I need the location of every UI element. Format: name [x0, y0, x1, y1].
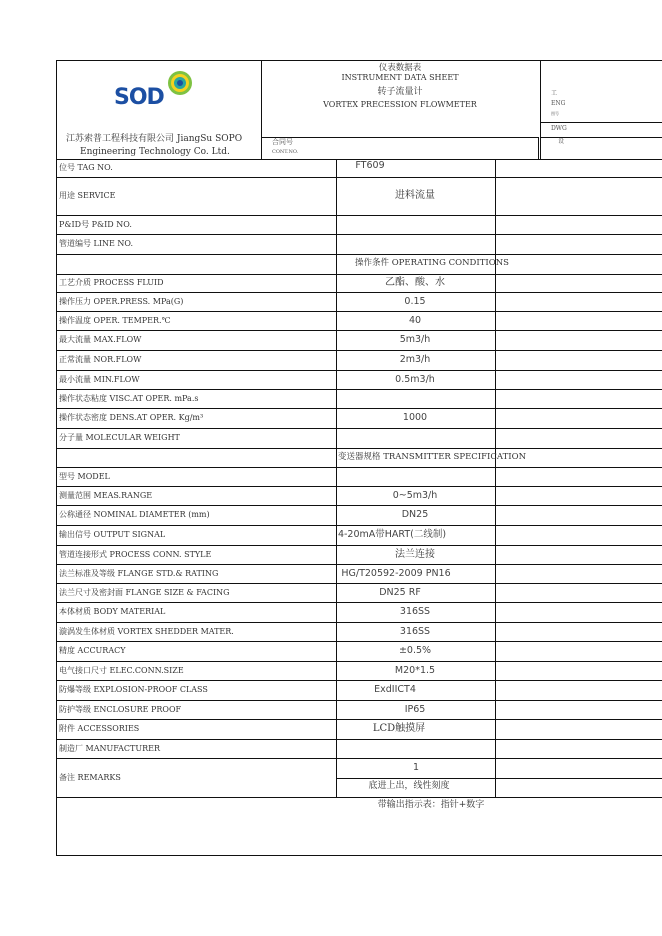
grid-line — [538, 137, 539, 159]
grid-line — [56, 719, 662, 720]
grid-line — [56, 758, 662, 759]
row-value: FT609 — [355, 160, 385, 171]
grid-line — [56, 408, 662, 409]
grid-line — [56, 311, 662, 312]
row-value: 乙酯、酸、水 — [385, 277, 445, 288]
remarks-line-1: 1 — [412, 762, 420, 773]
grid-line — [261, 60, 262, 159]
row-value: 40 — [408, 314, 422, 326]
section-header: 变送器规格 TRANSMITTER SPECIFICATION — [337, 451, 527, 462]
grid-line — [336, 778, 662, 779]
grid-line — [56, 564, 662, 565]
instrument-cn: 转子流量计 — [377, 87, 423, 97]
grid-line — [56, 661, 662, 662]
row-value: 316SS — [399, 625, 431, 637]
row-value: 法兰连接 — [395, 548, 435, 560]
grid-line — [56, 545, 662, 546]
row-value: 0.15 — [404, 295, 426, 307]
section-header: 操作条件 OPERATING CONDITIONS — [355, 258, 509, 268]
grid-line — [336, 159, 337, 797]
row-value: 5m3/h — [399, 334, 431, 345]
row-value: M20*1.5 — [394, 664, 436, 676]
grid-line — [56, 350, 662, 351]
remarks-line-2: 底进上出，线性刻度 — [368, 781, 450, 791]
row-label: 防爆等级 EXPLOSION-PROOF CLASS — [59, 685, 208, 694]
grid-line — [56, 254, 662, 255]
right-header-3: 图号 — [551, 111, 559, 116]
row-label: 最大流量 MAX.FLOW — [59, 335, 142, 344]
row-value: 4-20mA带HART(二线制) — [337, 529, 447, 540]
row-label: 测量范围 MEAS.RANGE — [59, 490, 153, 500]
row-label: 正常流量 NOR.FLOW — [59, 355, 142, 364]
instrument-en: VORTEX PRECESSION FLOWMETER — [323, 100, 477, 109]
grid-line — [56, 486, 662, 487]
contract-label-en: CONT.NO. — [272, 149, 299, 155]
row-label: 本体材质 BODY MATERIAL — [59, 607, 166, 616]
row-value: DN25 RF — [379, 586, 421, 598]
grid-line — [540, 60, 541, 159]
row-label: 位号 TAG NO. — [59, 163, 113, 172]
grid-line — [56, 274, 662, 275]
row-value: ±0.5% — [398, 645, 432, 656]
grid-line — [56, 583, 662, 584]
grid-line — [56, 622, 662, 623]
row-label: 操作状态粘度 VISC.AT OPER. mPa.s — [59, 393, 199, 403]
remarks-line-3: 带输出指示表：指针+数字 — [377, 800, 485, 810]
right-header-2: ENG — [551, 100, 566, 107]
grid-line — [56, 797, 662, 798]
remarks-label: 备注 REMARKS — [59, 773, 121, 782]
title-en: INSTRUMENT DATA SHEET — [341, 73, 459, 82]
grid-line — [261, 137, 538, 138]
row-label: 防护等级 ENCLOSURE PROOF — [59, 704, 182, 714]
row-value: 1000 — [402, 412, 428, 423]
row-label: P&ID号 P&ID NO. — [59, 219, 132, 229]
row-label: 操作压力 OPER.PRESS. MPa(G) — [59, 296, 184, 306]
row-label: 最小流量 MIN.FLOW — [59, 374, 140, 384]
company-logo — [114, 68, 204, 110]
row-label: 管道连接形式 PROCESS CONN. STYLE — [59, 549, 212, 559]
row-label: 管道编号 LINE NO. — [59, 239, 134, 248]
row-label: 操作温度 OPER. TEMPER.℃ — [59, 315, 171, 325]
grid-line — [56, 641, 662, 642]
row-label: 法兰标准及等级 FLANGE STD.& RATING — [59, 568, 219, 578]
row-label: 电气接口尺寸 ELEC.CONN.SIZE — [59, 665, 184, 675]
grid-line — [56, 448, 662, 449]
row-value: 0~5m3/h — [392, 489, 438, 501]
grid-line — [56, 602, 662, 603]
grid-line — [56, 389, 662, 390]
company-name: 江苏索普工程科技有限公司 JiangSu SOPO — [66, 134, 243, 144]
company-name-en: Engineering Technology Co. Ltd. — [80, 147, 230, 157]
grid-line — [495, 159, 496, 797]
right-header-4: DWG — [551, 125, 567, 132]
grid-line — [56, 680, 662, 681]
row-value: 2m3/h — [399, 354, 431, 365]
row-value: 进料流量 — [395, 190, 435, 201]
row-label: 制造厂 MANUFACTURER — [59, 743, 160, 753]
grid-line — [56, 525, 662, 526]
grid-line — [56, 467, 662, 468]
row-label: 精度 ACCURACY — [59, 646, 126, 655]
row-label: 分子量 MOLECULAR WEIGHT — [59, 433, 180, 442]
contract-label: 合同号 — [272, 138, 293, 146]
row-value: 316SS — [399, 606, 431, 617]
row-value: ExdIICT4 — [374, 684, 416, 695]
grid-line — [56, 739, 662, 740]
grid-line — [56, 505, 662, 506]
grid-line — [56, 370, 662, 371]
title-cn: 仪表数据表 — [378, 63, 422, 73]
row-value: 0.5m3/h — [395, 373, 435, 385]
grid-line — [56, 330, 662, 331]
row-value: DN25 — [401, 509, 429, 520]
grid-line — [56, 177, 662, 178]
right-header-1: 工 — [551, 90, 558, 97]
row-label: 法兰尺寸及密封面 FLANGE SIZE & FACING — [59, 587, 230, 597]
row-value: LCD触摸屏 — [372, 723, 426, 734]
row-value: HG/T20592-2009 PN16 — [341, 567, 451, 579]
row-label: 型号 MODEL — [59, 471, 110, 481]
grid-line — [56, 234, 662, 235]
grid-line — [56, 700, 662, 701]
row-label: 操作状态密度 DENS.AT OPER. Kg/m³ — [59, 413, 204, 422]
row-label: 公称通径 NOMINAL DIAMETER (mm) — [59, 510, 210, 519]
svg-text:SOD: SOD — [114, 85, 164, 110]
row-label: 附件 ACCESSORIES — [59, 724, 140, 733]
grid-line — [56, 215, 662, 216]
row-label: 漩涡发生体材质 VORTEX SHEDDER MATER. — [59, 626, 234, 636]
right-header-5: 设 — [558, 138, 565, 145]
grid-line — [540, 122, 662, 123]
row-label: 用途 SERVICE — [59, 191, 116, 200]
row-label: 工艺介质 PROCESS FLUID — [59, 278, 164, 287]
grid-line — [56, 292, 662, 293]
grid-line — [56, 428, 662, 429]
row-value: IP65 — [404, 703, 426, 715]
row-label: 输出信号 OUTPUT SIGNAL — [59, 530, 166, 539]
